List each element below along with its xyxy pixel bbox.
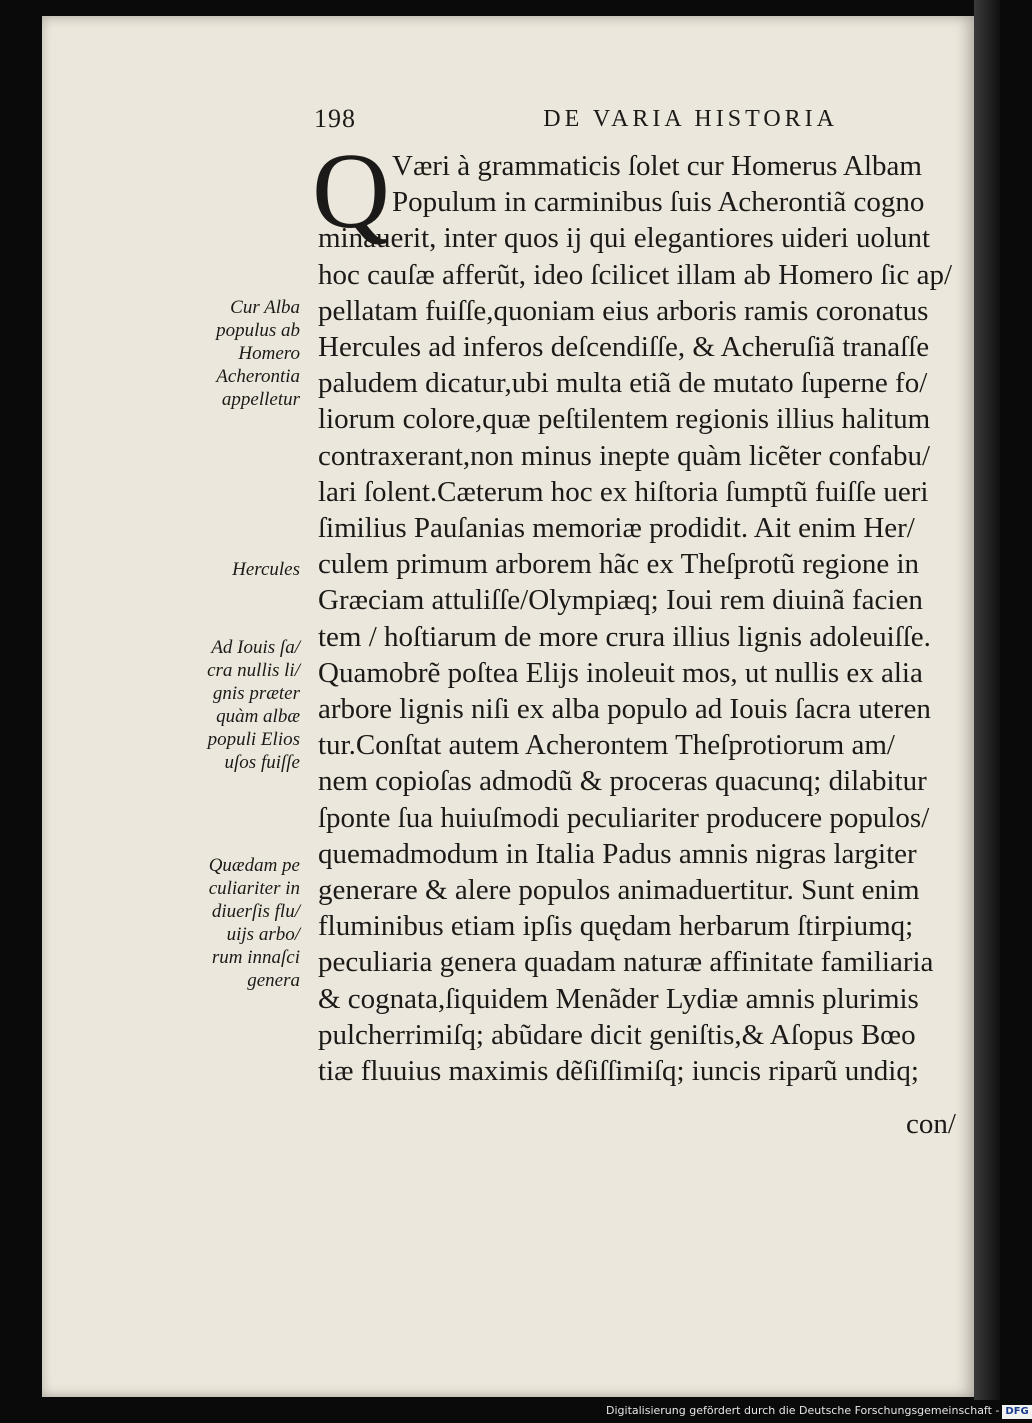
- margin-note-line: uſos fuiſſe: [224, 752, 300, 773]
- margin-note-line: Homero: [238, 343, 300, 364]
- dfg-logo[interactable]: DFG: [1002, 1405, 1031, 1419]
- margin-note-line: cra nullis li/: [207, 660, 300, 681]
- text-line: minauerit, inter quos ij qui elegantiores uideri uolunt: [318, 222, 931, 254]
- text-line: Quamobrẽ poſtea Elijs inoleuit mos, ut nullis ex alia: [318, 657, 923, 689]
- margin-note-line: gnis præter: [212, 683, 300, 704]
- book-spine-edge: [974, 0, 1000, 1400]
- text-line: Populum in carminibus ſuis Acherontiã cogno: [392, 186, 925, 218]
- initial-capital: Q: [312, 132, 390, 251]
- text-line: hoc cauſæ afferũt, ideo ſcilicet illam ab Homero ſic ap/: [318, 259, 953, 291]
- text-line: ſponte ſua huiuſmodi peculiariter producere populos/: [318, 802, 930, 834]
- text-line: peculiaria genera quadam naturæ affinitate familiaria: [318, 946, 934, 978]
- margin-note: [160, 296, 300, 411]
- text-line: arbore lignis niſi ex alba populo ad Iouis ſacra uteren: [318, 693, 931, 725]
- text-line: pulcherrimiſq; abũdare dicit geniſtis,& Aſopus Bœo: [318, 1019, 916, 1051]
- text-line: pellatam fuiſſe,quoniam eius arboris ramis coronatus: [318, 295, 929, 327]
- text-line: Væri à grammaticis ſolet cur Homerus Albam: [392, 150, 922, 182]
- margin-note-line: rum innaſci: [211, 947, 300, 968]
- margin-note-line: Hercules: [232, 559, 300, 580]
- text-line: tem / hoſtiarum de more crura illius lignis adoleuiſſe.: [318, 621, 931, 653]
- text-line: & cognata,ſiquidem Menãder Lydiæ amnis plurimis: [318, 983, 919, 1015]
- text-line: Græciam attuliſſe/Olympiæq; Ioui rem diuinã facien: [318, 584, 923, 616]
- margin-note: [160, 636, 300, 774]
- margin-note-line: Quædam pe: [208, 855, 300, 876]
- margin-note-line: populus ab: [216, 320, 300, 341]
- text-line: culem primum arborem hãc ex Theſprotũ regione in: [318, 548, 920, 580]
- text-line: tiæ fluuius maximis dẽſiſſimiſq; iuncis riparũ undiq;: [318, 1055, 919, 1087]
- margin-note-line: genera: [247, 970, 300, 991]
- text-line: fluminibus etiam ipſis quędam herbarum ſtirpiumq;: [318, 910, 914, 942]
- footer-text: Digitalisierung gefördert durch die Deutsche Forschungsgemeinschaft -: [606, 1404, 1000, 1417]
- margin-note-line: Acherontia: [216, 366, 300, 387]
- margin-note-line: appelletur: [221, 389, 300, 410]
- margin-note-line: populi Elios: [207, 729, 300, 750]
- margin-note: [160, 558, 300, 581]
- margin-note-line: culiariter in: [208, 878, 300, 899]
- catchword: con/: [906, 1108, 956, 1140]
- margin-note-line: Cur Alba: [230, 297, 300, 318]
- text-line: liorum colore,quæ peſtilentem regionis illius halitum: [318, 403, 931, 435]
- text-line: lari ſolent.Cæterum hoc ex hiſtoria ſumptũ fuiſſe ueri: [318, 476, 929, 508]
- text-line: quemadmodum in Italia Padus amnis nigras largiter: [318, 838, 917, 870]
- text-line: Hercules ad inferos deſcendiſſe, & Acheruſiã tranaſſe: [318, 331, 930, 363]
- text-line: contraxerant,non minus inepte quàm licẽter confabu/: [318, 440, 931, 472]
- text-line: tur.Conſtat autem Acherontem Theſprotiorum am/: [318, 729, 895, 761]
- digitization-footer: [606, 1403, 1029, 1419]
- margin-note: [160, 854, 300, 992]
- margin-note-line: Ad Iouis ſa/: [211, 637, 300, 658]
- text-line: paludem dicatur,ubi multa etiã de mutato ſuperne fo/: [318, 367, 928, 399]
- page-number: 198: [314, 104, 356, 133]
- margin-note-line: quàm albæ: [216, 706, 300, 727]
- page-header: [314, 104, 838, 144]
- text-line: generare & alere populos animaduertitur. Sunt enim: [318, 874, 920, 906]
- running-title: DE VARIA HISTORIA: [543, 106, 838, 132]
- text-line: nem copioſas admodũ & proceras quacunq; dilabitur: [318, 765, 927, 797]
- margin-note-line: uijs arbo/: [226, 924, 300, 945]
- margin-note-line: diuerſis flu/: [211, 901, 300, 922]
- text-line: ſimilius Pauſanias memoriæ prodidit. Ait enim Her/: [318, 512, 915, 544]
